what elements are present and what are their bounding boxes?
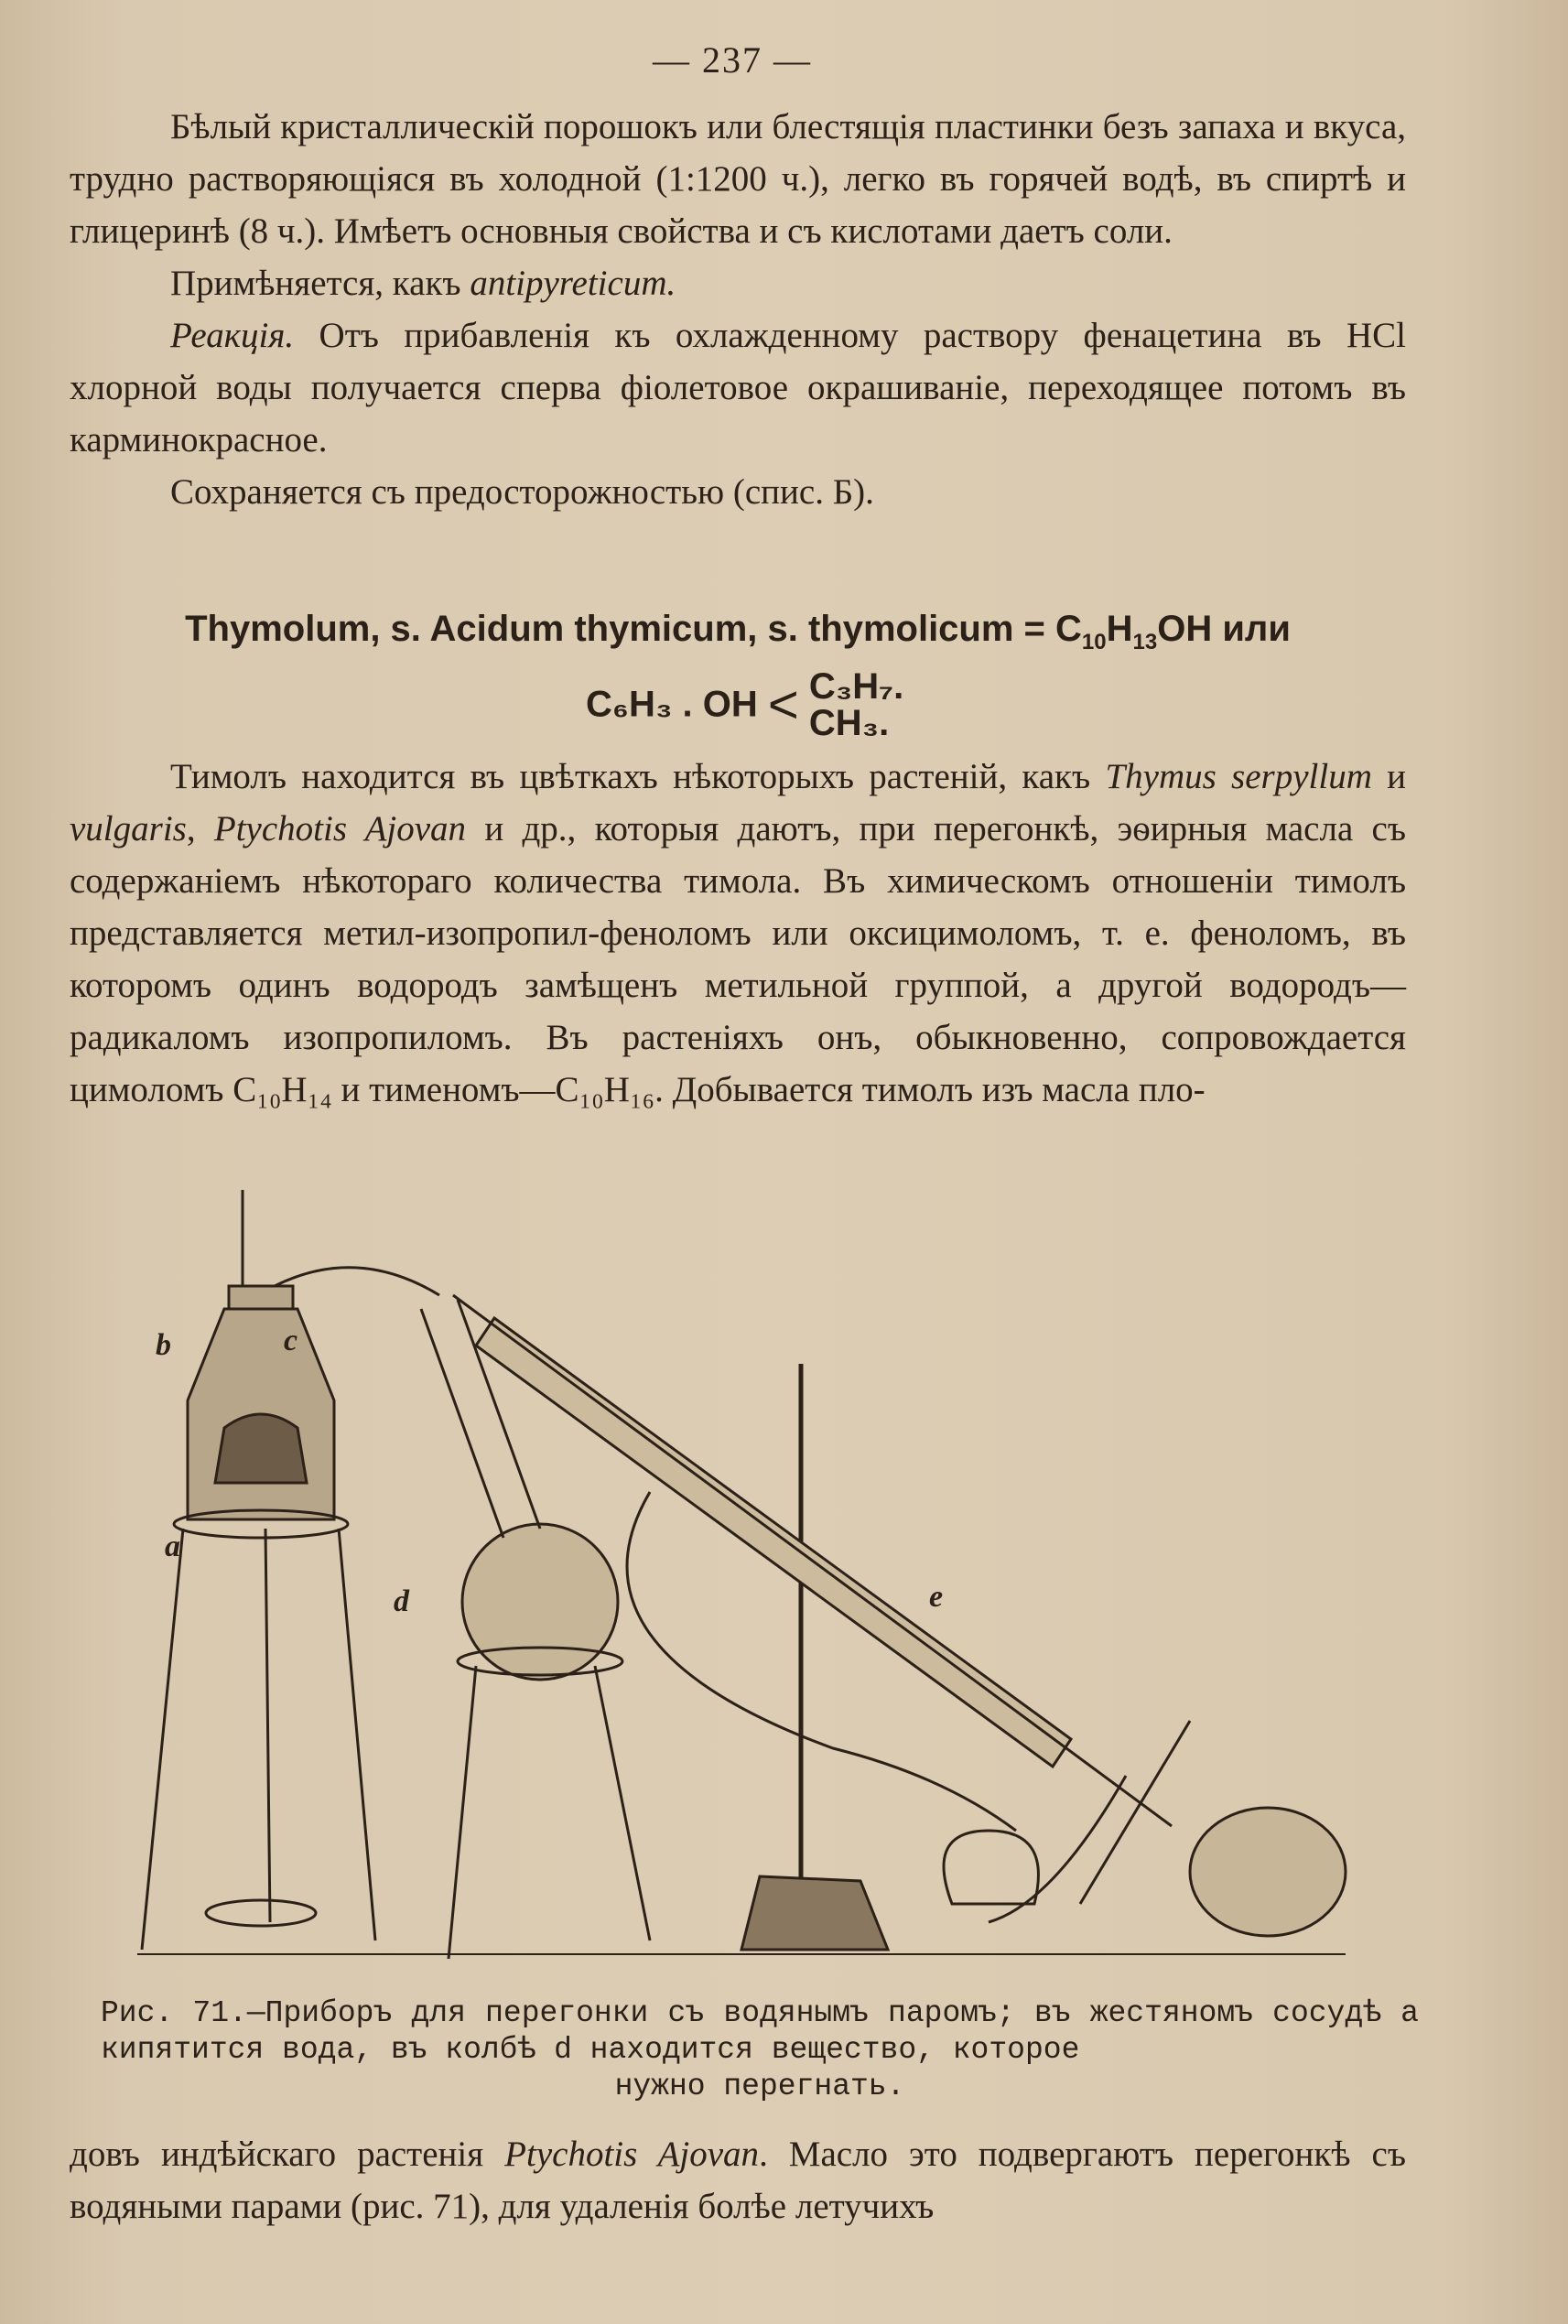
usage-text: Примѣняется, какъ bbox=[170, 264, 470, 303]
flask-leg-left bbox=[449, 1666, 476, 1959]
thymol-italic-3: Ptychotis Ajovan bbox=[213, 809, 467, 849]
page-number: — 237 — bbox=[653, 39, 812, 81]
continuation-text-2: . Масло это подвергаютъ перегонкѣ съ водяными парами (рис. 71), для удаленія болѣе летучихъ bbox=[70, 2135, 1406, 2226]
paragraph-reaction bbox=[70, 309, 1406, 466]
heading-sub-1: 10 bbox=[1081, 630, 1107, 654]
thymol-text-4: и др., которыя даютъ, при перегонкѣ, эѳирныя масла съ содержаніемъ нѣкотораго количества тимола. Въ химическомъ отношеніи тимолъ представляется метил-изопропил-феноломъ или оксицимоломъ, т. е. феноломъ, въ которомъ одинъ водородъ замѣщенъ метильной группой, а другой водородъ—радикаломъ изопропиломъ. Въ растеніяхъ онъ, обыкновенно, сопровождается цимоломъ C₁₀H₁₄ и тименомъ—C₁₀H₁₆. Добывается тимолъ изъ масла пло- bbox=[70, 809, 1407, 1109]
vessel-leg-left bbox=[142, 1529, 183, 1950]
thymol-italic-2: vulgaris bbox=[70, 809, 187, 849]
flask-d-neck bbox=[421, 1300, 540, 1538]
vessel-neck bbox=[229, 1286, 293, 1309]
formula-upper: C₃H₇. bbox=[808, 666, 904, 707]
caption-line-1: Рис. 71.—Приборъ для перегонки съ водянымъ паромъ; въ жестяномъ сосудѣ a кипятится вода, въ колбѣ d находится вещество, которое bbox=[101, 1996, 1419, 2067]
flask-d bbox=[462, 1524, 618, 1680]
paragraph-storage: Сохраняется съ предосторожностью (спис. Б). bbox=[170, 472, 874, 512]
continuation-italic: Ptychotis Ajovan bbox=[504, 2135, 760, 2174]
text-block-middle bbox=[70, 751, 1406, 1116]
thymol-text-1: Тимолъ находится въ цвѣткахъ нѣкоторыхъ растеній, какъ bbox=[170, 757, 1106, 796]
vessel-window bbox=[215, 1414, 307, 1483]
label-a: a bbox=[165, 1530, 180, 1563]
vessel-leg-mid bbox=[265, 1529, 270, 1922]
reaction-text: Отъ прибавленія къ охлажденному раствору фенацетина въ HCl хлорной воды получается сперва фіолетовое окрашиваніе, переходящее потомъ въ карминокрасное. bbox=[70, 316, 1406, 459]
paragraph-continuation bbox=[70, 2128, 1406, 2232]
reaction-label: Реакція. bbox=[170, 316, 295, 355]
thymol-italic-1: Thymus serpyllum bbox=[1105, 757, 1372, 796]
outlet-tube bbox=[1080, 1721, 1190, 1904]
continuation-text-1: довъ индѣйскаго растенія bbox=[70, 2135, 505, 2174]
thymol-text-3: , bbox=[186, 809, 214, 849]
heading-h: H bbox=[1106, 609, 1133, 649]
label-b: b bbox=[156, 1328, 171, 1362]
structural-formula bbox=[586, 668, 903, 741]
thymol-text-2: и bbox=[1371, 757, 1407, 796]
figure-caption bbox=[101, 1995, 1419, 2105]
heading-end: OH или bbox=[1157, 609, 1291, 649]
flask-leg-right bbox=[595, 1666, 650, 1940]
usage-italic: antipyreticum. bbox=[470, 264, 676, 303]
receiving-flask bbox=[1190, 1808, 1346, 1936]
paragraph-thymol bbox=[70, 751, 1406, 1116]
formula-lower: CH₃. bbox=[808, 703, 890, 743]
burner-base bbox=[206, 1900, 316, 1926]
text-block-top bbox=[70, 101, 1406, 518]
paragraph-description: Бѣлый кристаллическій порошокъ или блестящія пластинки безъ запаха и вкуса, трудно растворяющіяся въ холодной (1:1200 ч.), легко въ горячей водѣ, въ спиртѣ и глицеринѣ (8 ч.). Имѣетъ основныя свойства и съ кислотами даетъ соли. bbox=[70, 107, 1406, 251]
stand-base bbox=[741, 1876, 888, 1950]
outlet-flask bbox=[944, 1831, 1038, 1904]
text-block-bottom bbox=[70, 2128, 1406, 2232]
label-e: e bbox=[929, 1580, 944, 1614]
heading-sub-2: 13 bbox=[1132, 630, 1158, 654]
vessel-leg-right bbox=[339, 1529, 375, 1940]
formula-main: C₆H₃ . OH bbox=[586, 684, 758, 725]
water-hose-2 bbox=[989, 1776, 1126, 1922]
heading-title: Thymolum, s. Acidum thymicum, s. thymolicum = C bbox=[185, 609, 1082, 649]
tube-c bbox=[275, 1268, 439, 1295]
formula-bracket: < bbox=[767, 675, 799, 735]
caption-line-2: нужно перегнать. bbox=[614, 2070, 905, 2103]
label-c: c bbox=[284, 1324, 298, 1357]
formula-branches bbox=[809, 668, 903, 741]
paragraph-usage bbox=[70, 257, 1406, 309]
label-d: d bbox=[394, 1584, 409, 1618]
distillation-apparatus-figure bbox=[137, 1190, 1364, 1977]
section-heading bbox=[70, 609, 1406, 655]
